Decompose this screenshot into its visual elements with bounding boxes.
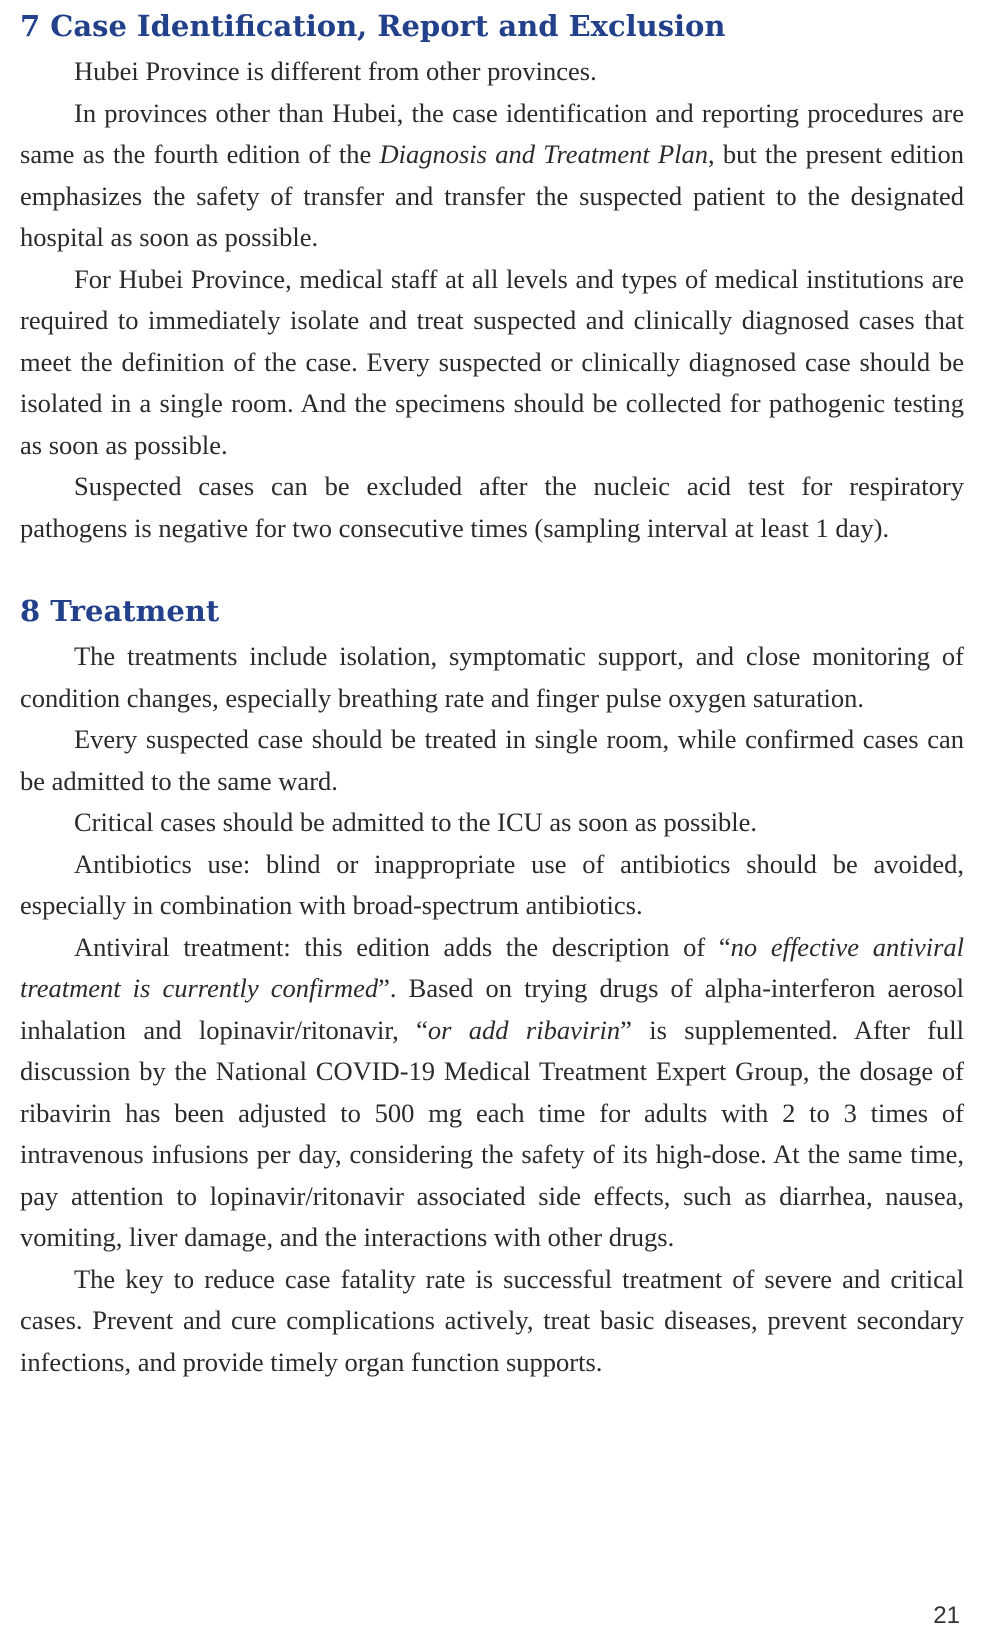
paragraph: For Hubei Province, medical staff at all levels and types of medical institutions are required to immediately isolate and treat suspected and clinically diagnosed cases that meet the definition of the case. Every suspected or clinically diagnosed case should be isolated in a single room. And the specimens should be collected for pathogenic testing as soon as possible.: [20, 263, 964, 460]
paragraph: [20, 927, 964, 1259]
paragraph-text: In provinces other than Hubei, the case identification and reporting procedures are same as the fourth edition of the: [20, 97, 964, 169]
page-number: 21: [933, 1602, 960, 1629]
italic-title: Diagnosis and Treatment Plan: [379, 139, 708, 169]
paragraph-text: ” is supplemented. After full discussion by the National COVID-19 Medical Treatment Expert Group, the dosage of ribavirin has been adjusted to 500 mg each time for adults with 2 to 3 times of intravenous infusions per day, considering the safety of its high-dose. At the same time, pay attention to lopinavir/ritonavir associated side effects, such as diarrhea, nausea, vomiting, liver damage, and the interactions with other drugs.: [20, 1014, 964, 1252]
paragraph: Critical cases should be admitted to the ICU as soon as possible.: [74, 807, 757, 837]
section-case-identification: [20, 1, 964, 549]
paragraph: The key to reduce case fatality rate is successful treatment of severe and critical cases. Prevent and cure complications actively, treat basic diseases, prevent secondary infections, and provide timely organ function supports.: [20, 1263, 964, 1377]
paragraph: [20, 93, 964, 259]
section-heading: 8 Treatment: [20, 594, 220, 628]
paragraph: Hubei Province is different from other provinces.: [74, 56, 597, 86]
paragraph-text: Antiviral treatment: this edition adds the description of “: [74, 931, 731, 962]
paragraph: The treatments include isolation, symptomatic support, and close monitoring of condition changes, especially breathing rate and finger pulse oxygen saturation.: [20, 641, 964, 713]
paragraph-text: , but the present edition emphasizes the safety of transfer and transfer the suspected patient to the designated hospital as soon as possible.: [20, 139, 964, 252]
document-page: [20, 0, 964, 1383]
paragraph-text: ”. Based on trying drugs of alpha-interferon aerosol inhalation and lopinavir/ritonavir, “: [20, 973, 965, 1045]
italic-quote: or add ribavirin: [427, 1014, 621, 1045]
paragraph: Suspected cases can be excluded after the nucleic acid test for respiratory pathogens is negative for two consecutive times (sampling interval at least 1 day).: [20, 471, 964, 543]
paragraph: Antibiotics use: blind or inappropriate use of antibiotics should be avoided, especially in combination with broad-spectrum antibiotics.: [20, 848, 964, 920]
italic-quote: no effective antiviral treatment is currently confirmed: [20, 931, 964, 1003]
section-heading: 7 Case Identification, Report and Exclusion: [20, 9, 726, 43]
paragraph: Every suspected case should be treated in single room, while confirmed cases can be admitted to the same ward.: [20, 724, 964, 796]
section-treatment: [20, 586, 964, 1383]
